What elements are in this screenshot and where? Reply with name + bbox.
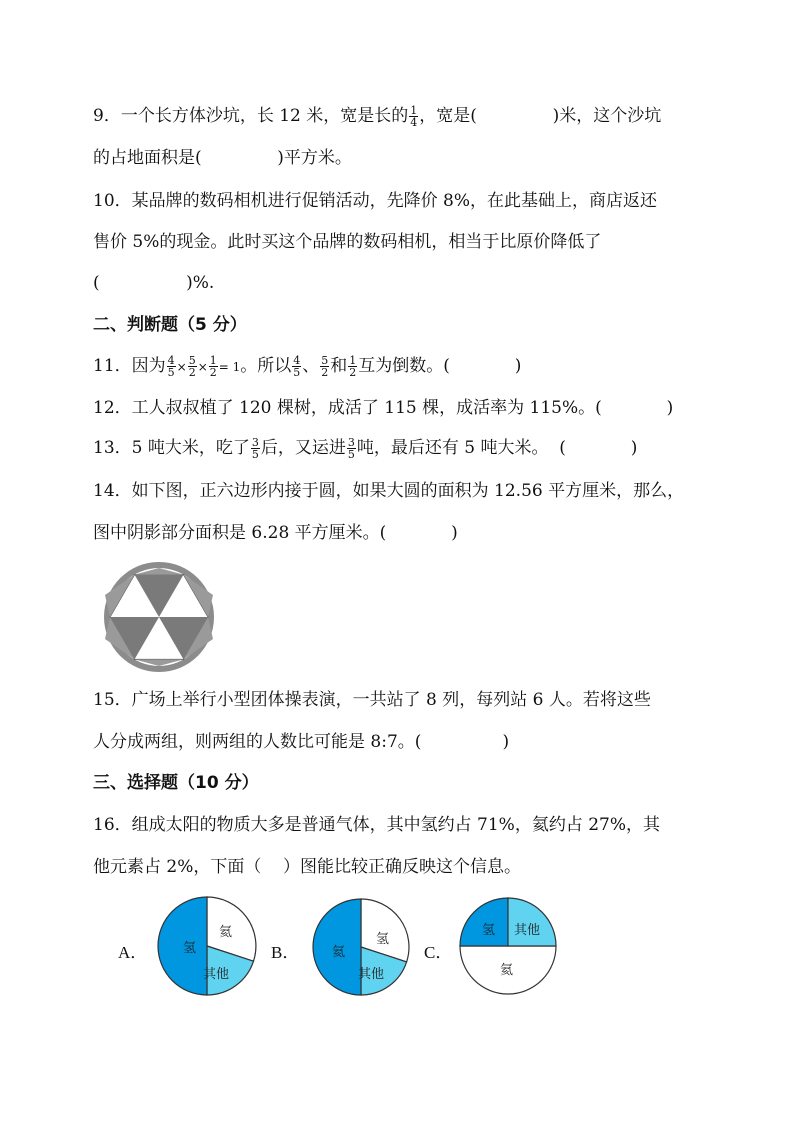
q11-text-e: 互为倒数。( ) bbox=[358, 356, 522, 376]
question-11 bbox=[93, 354, 521, 379]
question-13 bbox=[93, 436, 637, 460]
q11-text-c: 、 bbox=[302, 356, 320, 376]
frac-num: 5 bbox=[188, 354, 196, 367]
question-15-line-2: 人分成两组，则两组的人数比可能是 8:7。( ) bbox=[93, 732, 510, 752]
section-2-heading: 二、判断题（5 分） bbox=[93, 315, 247, 335]
hexagon-in-circle-figure bbox=[96, 560, 222, 674]
q11-text-a: 11．因为 bbox=[93, 356, 166, 376]
fraction bbox=[347, 437, 356, 460]
q9-text-d: 的占地面积是( bbox=[93, 148, 202, 168]
pie-c-label-left: 氢 bbox=[482, 923, 496, 938]
frac-num: 1 bbox=[410, 104, 418, 117]
pie-c-slice-right bbox=[508, 898, 556, 946]
answer-blank-area[interactable] bbox=[202, 148, 278, 168]
fraction bbox=[251, 437, 260, 460]
q9-text-b: ，宽是( bbox=[419, 106, 477, 126]
q10-open-paren: ( bbox=[93, 273, 100, 293]
frac-den: 5 bbox=[251, 448, 259, 461]
frac-den: 2 bbox=[349, 366, 357, 379]
pie-b-label-big: 氦 bbox=[332, 945, 346, 960]
frac-den: 5 bbox=[293, 366, 301, 379]
question-9-line-2 bbox=[93, 146, 352, 170]
question-14-line-2: 图中阴影部分面积是 6.28 平方厘米。( ) bbox=[93, 523, 458, 543]
question-9-line-1 bbox=[93, 104, 661, 128]
question-12: 12．工人叔叔植了 120 棵树，成活了 115 棵，成活率为 115%。( ) bbox=[93, 398, 674, 418]
question-10-line-3 bbox=[93, 271, 214, 295]
q11-text-b: 。所以 bbox=[240, 356, 292, 376]
q9-text-a: 9．一个长方体沙坑，长 12 米，宽是长的 bbox=[93, 106, 409, 126]
pie-a-label-mid: 氦 bbox=[219, 925, 233, 940]
pie-c-slice-left bbox=[460, 898, 508, 946]
question-10-line-1: 10．某品牌的数码相机进行促销活动，先降价 8%，在此基础上，商店返还 bbox=[93, 191, 658, 211]
frac-den: 4 bbox=[410, 116, 418, 129]
frac-num: 3 bbox=[347, 436, 355, 449]
question-10-line-2: 售价 5%的现金。此时买这个品牌的数码相机，相当于比原价降低了 bbox=[93, 232, 602, 252]
fraction bbox=[209, 355, 218, 378]
frac-num: 3 bbox=[251, 436, 259, 449]
pie-b-label-mid: 氢 bbox=[376, 932, 390, 947]
times-sign: × bbox=[197, 360, 208, 374]
q13-text-a: 13．5 吨大米，吃了 bbox=[93, 438, 250, 458]
question-15-line-1: 15．广场上举行小型团体操表演，一共站了 8 列，每列站 6 人。若将这些 bbox=[93, 690, 651, 710]
fraction bbox=[348, 355, 357, 378]
section-3-heading: 三、选择题（10 分） bbox=[93, 773, 259, 793]
frac-num: 4 bbox=[167, 354, 175, 367]
frac-num: 1 bbox=[349, 354, 357, 367]
option-b-label[interactable]: B． bbox=[271, 943, 300, 962]
pie-a-label-big: 氢 bbox=[183, 941, 197, 956]
frac-den: 5 bbox=[347, 448, 355, 461]
times-sign: × bbox=[176, 360, 187, 374]
option-b-pie[interactable] bbox=[310, 896, 412, 998]
question-16-line-2: 他元素占 2%，下面（ ）图能比较正确反映这个信息。 bbox=[93, 857, 521, 877]
pie-a-label-small: 其他 bbox=[203, 967, 230, 982]
q13-text-c: 吨，最后还有 5 吨大米。 ( ) bbox=[356, 438, 638, 458]
frac-num: 1 bbox=[209, 354, 217, 367]
pie-c-label-bottom: 氦 bbox=[500, 963, 514, 978]
option-a-pie[interactable] bbox=[155, 894, 259, 998]
option-a-label[interactable]: A． bbox=[118, 943, 148, 962]
q10-close-paren: )%. bbox=[186, 273, 215, 293]
fraction-one-quarter bbox=[409, 105, 418, 128]
fraction bbox=[320, 355, 329, 378]
option-c-label[interactable]: C． bbox=[424, 943, 453, 962]
question-16-line-1: 16．组成太阳的物质大多是普通气体，其中氢约占 71%，氦约占 27%，其 bbox=[93, 815, 661, 835]
q13-text-b: 后，又运进 bbox=[260, 438, 346, 458]
pie-c-label-right: 其他 bbox=[514, 923, 541, 938]
pie-b-label-small: 其他 bbox=[358, 967, 385, 982]
fraction bbox=[167, 355, 176, 378]
fraction bbox=[188, 355, 197, 378]
frac-den: 2 bbox=[321, 366, 329, 379]
fraction bbox=[292, 355, 301, 378]
q9-text-e: )平方米。 bbox=[277, 148, 352, 168]
equals-one: = 1 bbox=[218, 360, 241, 374]
answer-blank-width[interactable] bbox=[477, 106, 553, 126]
frac-num: 4 bbox=[293, 354, 301, 367]
frac-den: 5 bbox=[167, 366, 175, 379]
q9-text-c: )米，这个沙坑 bbox=[552, 106, 662, 126]
frac-den: 2 bbox=[188, 366, 196, 379]
frac-den: 2 bbox=[209, 366, 217, 379]
answer-blank-discount[interactable] bbox=[100, 273, 186, 293]
option-c-pie[interactable] bbox=[458, 896, 558, 996]
frac-num: 5 bbox=[321, 354, 329, 367]
question-14-line-1: 14．如下图，正六边形内接于圆，如果大圆的面积为 12.56 平方厘米，那么， bbox=[93, 481, 685, 501]
q11-text-d: 和 bbox=[330, 356, 348, 376]
